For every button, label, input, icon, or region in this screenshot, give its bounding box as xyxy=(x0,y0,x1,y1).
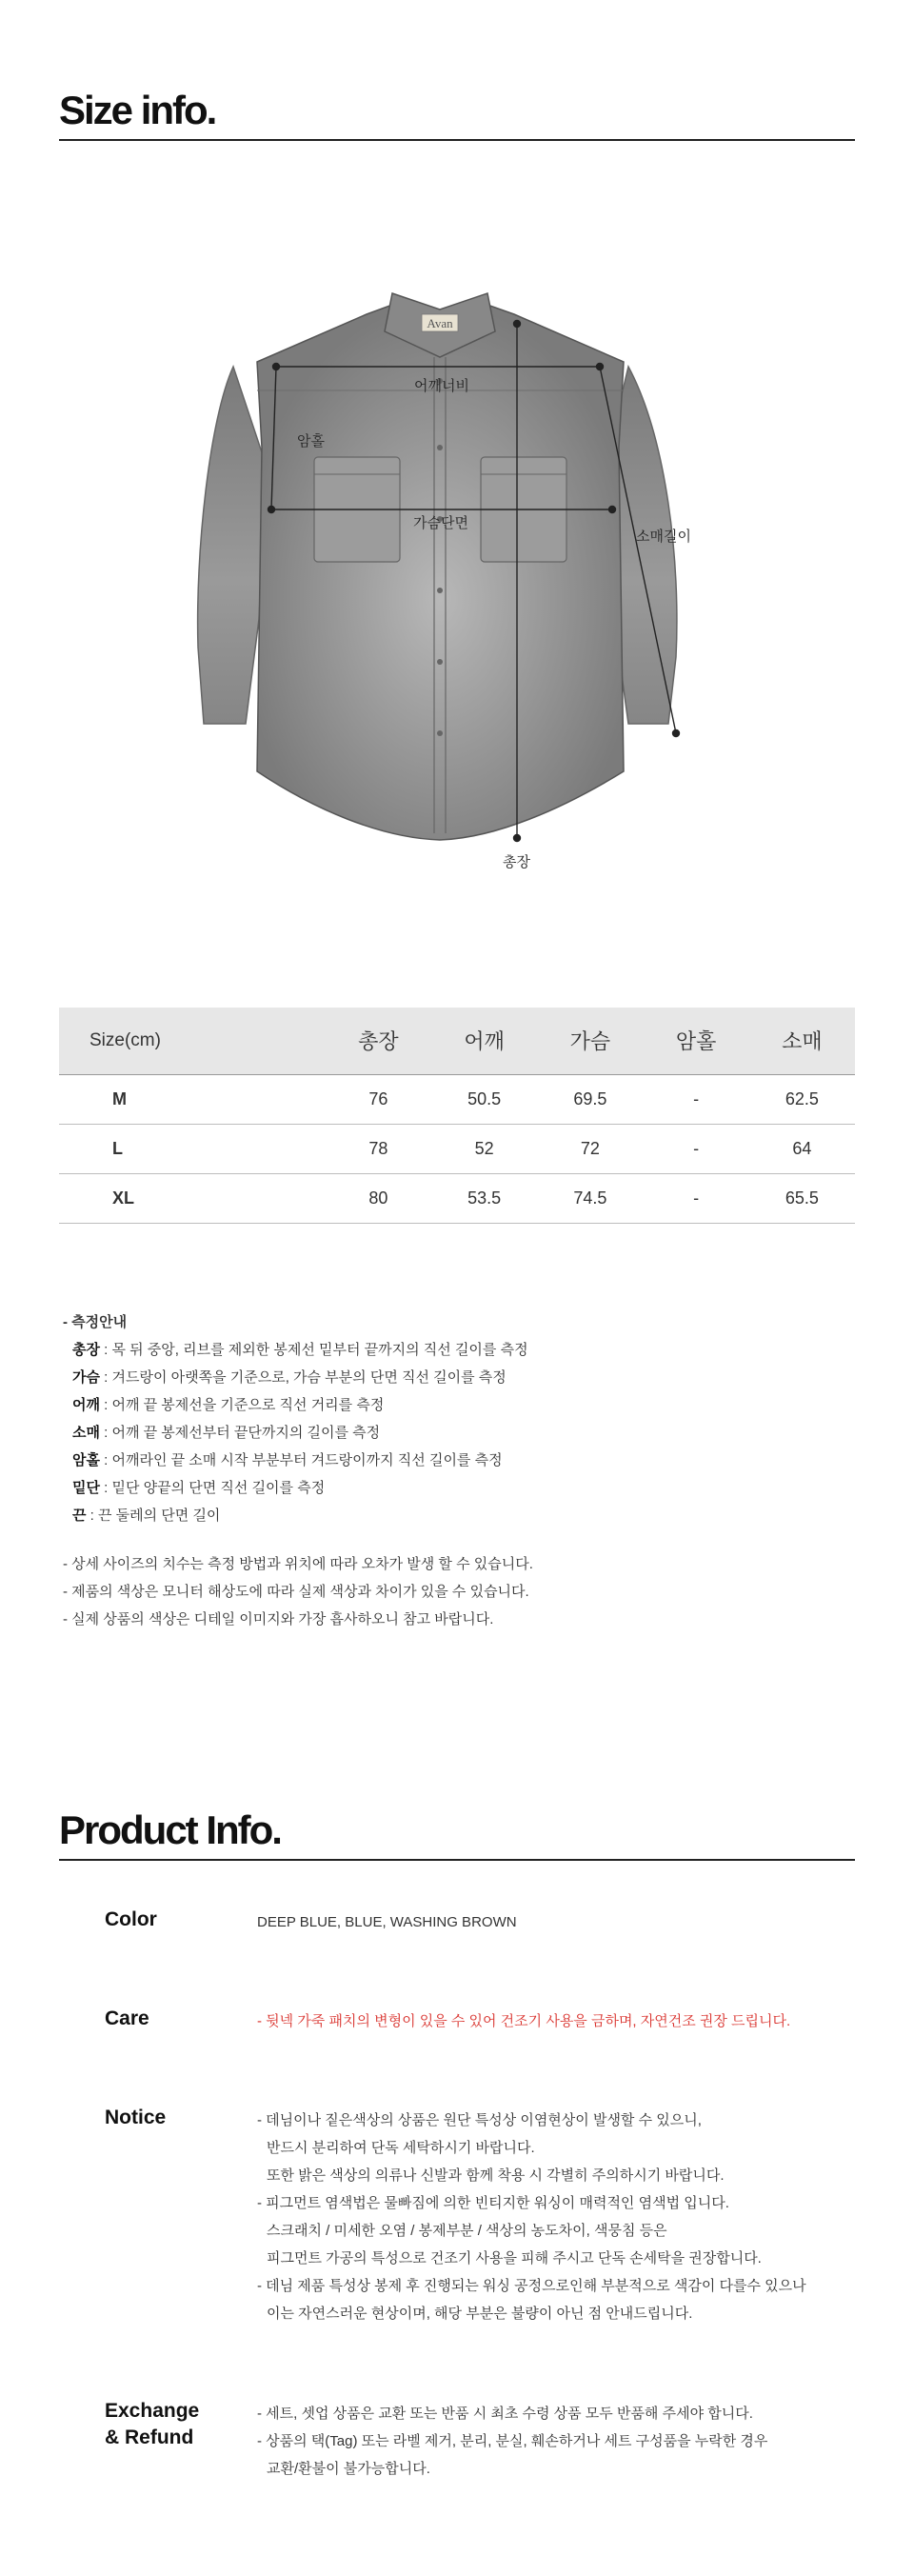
guide-item xyxy=(63,1419,825,1447)
header-armhole: 암홀 xyxy=(644,1008,749,1074)
header-shoulder: 어깨 xyxy=(431,1008,537,1074)
guide-desc: : 끈 둘레의 단면 길이 xyxy=(86,1508,221,1524)
guide-item xyxy=(63,1391,825,1419)
notice-line: 이는 자연스러운 현상이며, 해당 부분은 불량이 아닌 점 안내드립니다. xyxy=(267,2306,693,2322)
guide-desc: : 겨드랑이 아랫쪽을 기준으로, 가슴 부분의 단면 직선 길이를 측정 xyxy=(99,1369,507,1386)
guide-desc: : 어깨라인 끝 소매 시작 부분부터 겨드랑이까지 직선 길이를 측정 xyxy=(99,1452,503,1468)
size-cell: M xyxy=(59,1074,326,1124)
notice-line: - 데님 제품 특성상 봉제 후 진행되는 워싱 공정으로인해 부분적으로 색감이 다를수 있으나 xyxy=(257,2278,806,2294)
guide-item xyxy=(63,1447,825,1474)
table-cell: 50.5 xyxy=(431,1074,537,1124)
color-value: DEEP BLUE, BLUE, WASHING BROWN xyxy=(257,1914,517,1930)
header-size: Size(cm) xyxy=(59,1008,326,1074)
guide-term: 가슴 xyxy=(72,1369,100,1386)
table-row xyxy=(59,1074,855,1124)
guide-notes xyxy=(63,1550,825,1633)
table-cell: 69.5 xyxy=(537,1074,643,1124)
table-cell: 78 xyxy=(326,1124,431,1173)
table-cell: - xyxy=(644,1173,749,1223)
guide-desc: : 목 뒤 중앙, 리브를 제외한 봉제선 밑부터 끝까지의 직선 길이를 측정 xyxy=(99,1342,528,1358)
guide-note: - 상세 사이즈의 치수는 측정 방법과 위치에 따라 오차가 발생 할 수 있습니다. xyxy=(63,1556,533,1572)
exchange-value xyxy=(257,2400,847,2483)
notice-value xyxy=(257,2107,847,2327)
product-info-title: Product Info. xyxy=(59,1807,855,1861)
care-value: - 뒷넥 가죽 패치의 변형이 있을 수 있어 건조기 사용을 금하며, 자연건조 권장 드립니다. xyxy=(257,2013,791,2029)
guide-item xyxy=(63,1336,825,1364)
shirt-illustration xyxy=(181,276,733,886)
guide-term: 끈 xyxy=(72,1508,87,1524)
color-label: Color xyxy=(105,1908,157,1930)
table-cell: 80 xyxy=(326,1173,431,1223)
table-cell: 65.5 xyxy=(749,1173,855,1223)
guide-desc: : 밑단 양끝의 단면 직선 길이를 측정 xyxy=(99,1480,326,1496)
guide-item xyxy=(63,1474,825,1502)
exchange-label-line: & Refund xyxy=(105,2426,194,2448)
header-sleeve: 소매 xyxy=(749,1008,855,1074)
header-chest: 가슴 xyxy=(537,1008,643,1074)
notice-line: - 데님이나 짙은색상의 상품은 원단 특성상 이염현상이 발생할 수 있으니, xyxy=(257,2112,702,2128)
notice-line: 피그먼트 가공의 특성으로 건조기 사용을 피해 주시고 단독 손세탁을 권장합니다. xyxy=(267,2250,762,2266)
guide-item xyxy=(63,1364,825,1391)
chest-label: 가슴단면 xyxy=(413,515,468,531)
notice-line: 또한 밝은 색상의 의류나 신발과 함께 착용 시 각별히 주의하시기 바랍니다. xyxy=(267,2167,725,2184)
notice-label: Notice xyxy=(105,2107,167,2128)
length-label: 총장 xyxy=(503,854,530,870)
notice-line: 반드시 분리하여 단독 세탁하시기 바랍니다. xyxy=(267,2140,535,2156)
size-cell: XL xyxy=(59,1173,326,1223)
guide-note: - 제품의 색상은 모니터 해상도에 따라 실제 색상과 차이가 있을 수 있습니다. xyxy=(63,1584,529,1600)
table-cell: 72 xyxy=(537,1124,643,1173)
table-cell: - xyxy=(644,1074,749,1124)
guide-term: 밑단 xyxy=(72,1480,100,1496)
guide-desc: : 어깨 끝 봉제선을 기준으로 직선 거리를 측정 xyxy=(99,1397,385,1413)
table-row xyxy=(59,1124,855,1173)
size-cell: L xyxy=(59,1124,326,1173)
header-length: 총장 xyxy=(326,1008,431,1074)
table-cell: 52 xyxy=(431,1124,537,1173)
measurement-guide xyxy=(63,1308,825,1633)
shoulder-label: 어깨너비 xyxy=(414,378,469,394)
exchange-line: - 세트, 셋업 상품은 교환 또는 반품 시 최초 수령 상품 모두 반품해 주세야 합니다. xyxy=(257,2406,753,2422)
guide-heading: - 측정안내 xyxy=(63,1314,128,1330)
exchange-line: - 상품의 택(Tag) 또는 라벨 제거, 분리, 분실, 훼손하거나 세트 구성품을 누락한 경우 xyxy=(257,2433,768,2449)
exchange-line: 교환/환불이 불가능합니다. xyxy=(267,2461,430,2477)
size-table xyxy=(59,1008,855,1224)
size-info-title: Size info. xyxy=(59,88,855,141)
guide-desc: : 어깨 끝 봉제선부터 끝단까지의 길이를 측정 xyxy=(99,1425,381,1441)
table-cell: 74.5 xyxy=(537,1173,643,1223)
guide-item xyxy=(63,1502,825,1529)
table-cell: 64 xyxy=(749,1124,855,1173)
exchange-label-line: Exchange xyxy=(105,2400,200,2422)
table-cell: 62.5 xyxy=(749,1074,855,1124)
guide-note: - 실제 상품의 색상은 디테일 이미지와 가장 흡사하오니 참고 바랍니다. xyxy=(63,1611,494,1627)
guide-term: 소매 xyxy=(72,1425,100,1441)
sleeve-label: 소매길이 xyxy=(636,529,691,545)
table-row xyxy=(59,1173,855,1223)
guide-term: 어깨 xyxy=(72,1397,100,1413)
exchange-label xyxy=(105,2398,248,2451)
table-cell: 76 xyxy=(326,1074,431,1124)
guide-term: 암홀 xyxy=(72,1452,100,1468)
size-table-header xyxy=(59,1008,855,1074)
table-cell: - xyxy=(644,1124,749,1173)
table-cell: 53.5 xyxy=(431,1173,537,1223)
armhole-label: 암홀 xyxy=(297,433,325,449)
shirt-size-diagram xyxy=(181,276,733,886)
notice-line: - 피그먼트 염색법은 물빠짐에 의한 빈티지한 워싱이 매력적인 염색법 입니다. xyxy=(257,2195,729,2211)
brand-tag: Avan xyxy=(427,316,453,330)
care-label: Care xyxy=(105,2007,149,2029)
guide-term: 총장 xyxy=(72,1342,100,1358)
notice-line: 스크래치 / 미세한 오염 / 봉제부분 / 색상의 농도차이, 색뭉침 등은 xyxy=(267,2223,667,2239)
